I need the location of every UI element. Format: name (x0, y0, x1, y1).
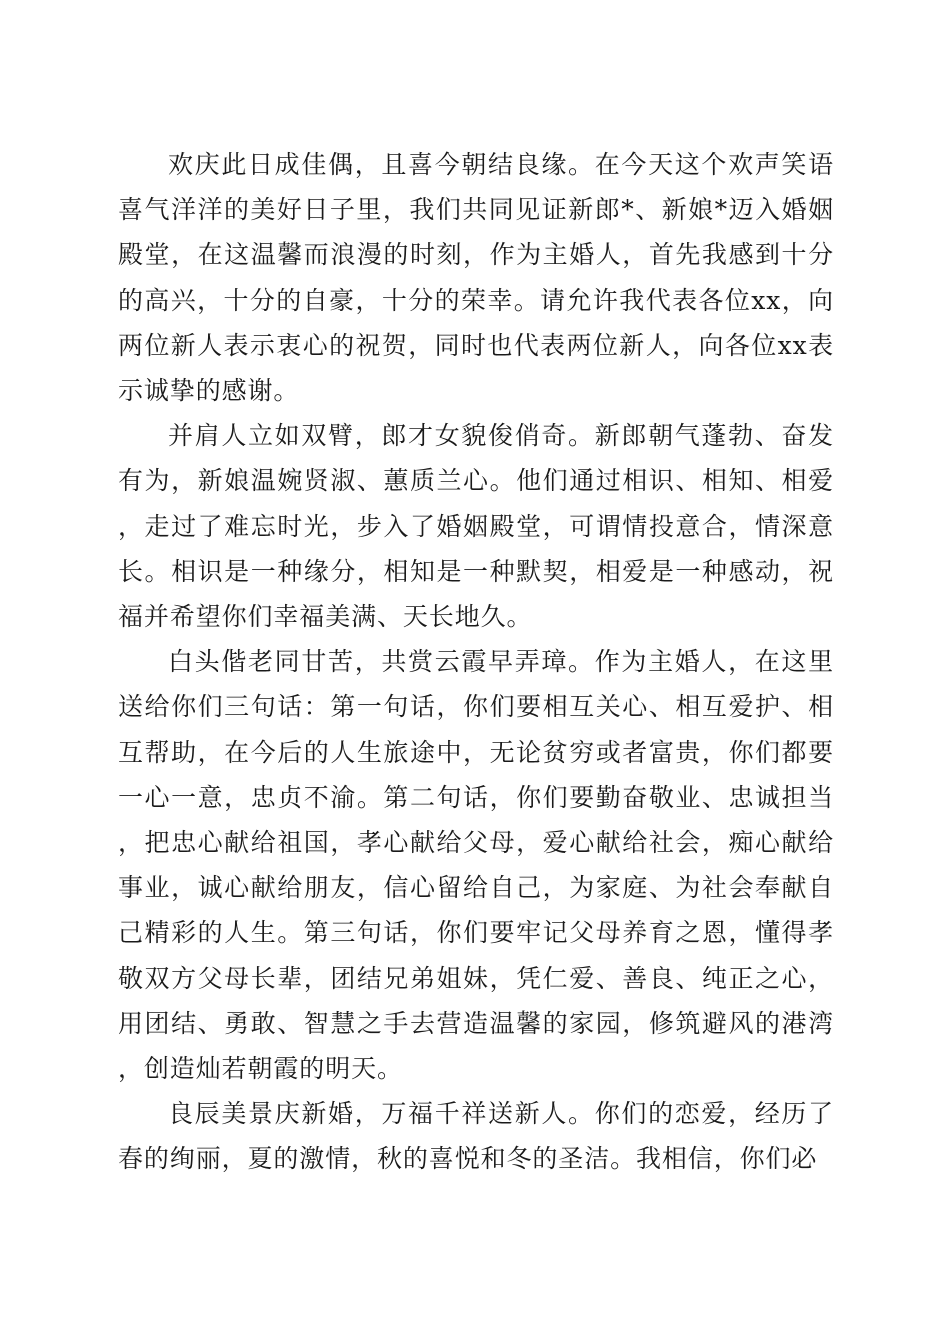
paragraph-3: 白头偕老同甘苦，共赏云霞早弄璋。作为主婚人，在这里送给你们三句话：第一句话，你们要相互关心、相互爱护、相互帮助，在今后的人生旅途中，无论贫穷或者富贵，你们都要一心一意，忠贞不渝。第二句话，你们要勤奋敬业、忠诚担当，把忠心献给祖国，孝心献给父母，爱心献给社会，痴心献给事业，诚心献给朋友，信心留给自己，为家庭、为社会奉献自己精彩的人生。第三句话，你们要牢记父母养育之恩，懂得孝敬双方父母长辈，团结兄弟姐妹，凭仁爱、善良、纯正之心，用团结、勇敢、智慧之手去营造温馨的家园，修筑避风的港湾，创造灿若朝霞的明天。 (118, 647, 834, 1084)
paragraph-4: 良辰美景庆新婚，万福千祥送新人。你们的恋爱，经历了春的绚丽，夏的激情，秋的喜悦和冬的圣洁。我相信，你们必 (118, 1099, 834, 1174)
document-body (118, 142, 834, 1182)
paragraph-2: 并肩人立如双臂，郎才女貌俊俏奇。新郎朝气蓬勃、奋发有为，新娘温婉贤淑、蕙质兰心。他们通过相识、相知、相爱，走过了难忘时光，步入了婚姻殿堂，可谓情投意合，情深意长。相识是一种缘分，相知是一种默契，相爱是一种感动，祝福并希望你们幸福美满、天长地久。 (118, 421, 834, 632)
paragraph-1: 欢庆此日成佳偶，且喜今朝结良缘。在今天这个欢声笑语喜气洋洋的美好日子里，我们共同见证新郎*、新娘*迈入婚姻殿堂，在这温馨而浪漫的时刻，作为主婚人，首先我感到十分的高兴，十分的自豪，十分的荣幸。请允许我代表各位xx，向两位新人表示衷心的祝贺，同时也代表两位新人，向各位xx表示诚挚的感谢。 (118, 150, 834, 406)
